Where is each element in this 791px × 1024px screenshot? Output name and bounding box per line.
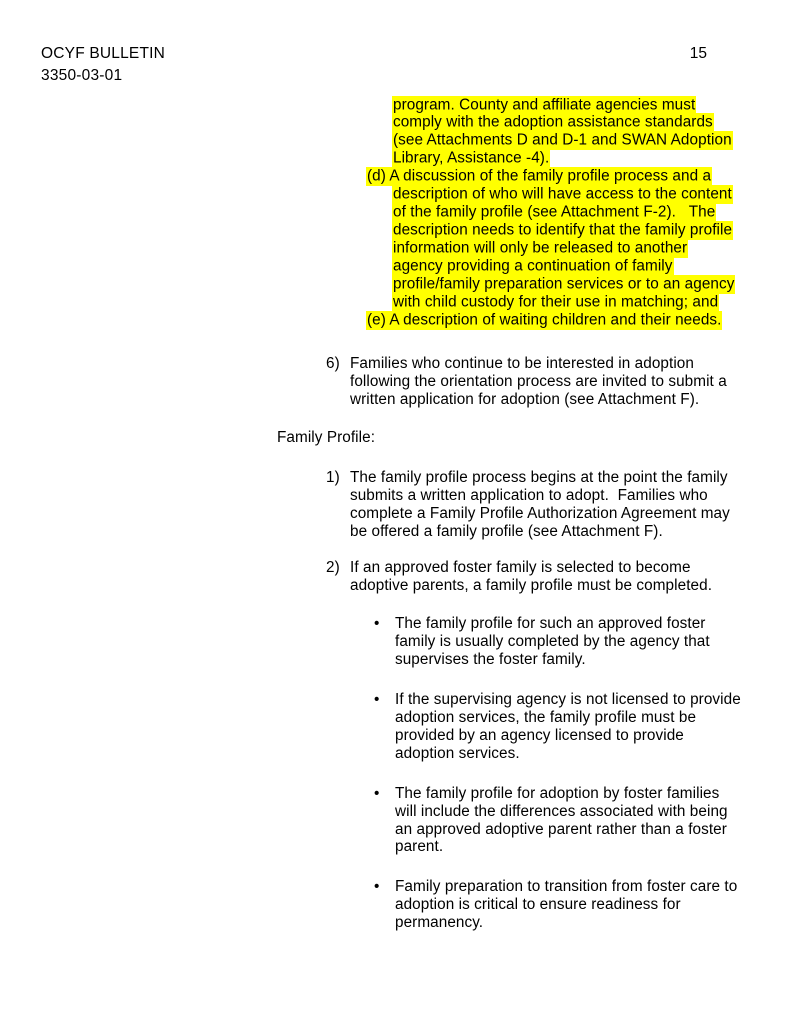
text-line: an approved adoptive parent rather than a foster bbox=[395, 820, 727, 838]
spacer bbox=[0, 541, 791, 559]
bullet-text bbox=[395, 785, 747, 857]
text-line: The family profile process begins at the point the family bbox=[350, 469, 728, 487]
bulletin-number: 3350-03-01 bbox=[41, 67, 123, 84]
highlighted-line: Library, Assistance -4). bbox=[393, 149, 550, 167]
text-line: be offered a family profile (see Attachment F). bbox=[350, 523, 663, 541]
highlighted-line: A description of waiting children and their needs. bbox=[385, 311, 722, 329]
page-title: OCYF BULLETIN bbox=[41, 45, 166, 62]
highlighted-line: agency providing a continuation of family bbox=[393, 257, 673, 275]
highlighted-item-e bbox=[0, 311, 791, 329]
text-line: The family profile for such an approved foster bbox=[395, 614, 706, 632]
text-line: family is usually completed by the agency that bbox=[395, 632, 710, 650]
text-line: adoption services, the family profile must be bbox=[395, 708, 697, 726]
highlighted-line: information will only be released to another bbox=[393, 239, 688, 257]
bullet-list-item bbox=[0, 615, 791, 669]
text-line: Family preparation to transition from foster care to bbox=[395, 878, 738, 896]
highlighted-continuation-paragraph bbox=[0, 96, 791, 168]
text-line: adoptive parents, a family profile must be completed. bbox=[350, 576, 713, 594]
spacer bbox=[0, 763, 791, 785]
bullet-list-item bbox=[0, 691, 791, 763]
bullet-icon: • bbox=[374, 878, 380, 896]
text-line: If the supervising agency is not licensed to provide bbox=[395, 690, 741, 708]
bullet-list-item bbox=[0, 878, 791, 932]
spacer bbox=[0, 409, 791, 429]
highlighted-item-d bbox=[0, 168, 791, 312]
spacer bbox=[0, 447, 791, 469]
list-item-text bbox=[350, 559, 742, 595]
list-marker: 2) bbox=[326, 559, 340, 577]
header-identification bbox=[41, 43, 165, 87]
page-header bbox=[41, 43, 750, 89]
text-line: provided by an agency licensed to provide bbox=[395, 726, 684, 744]
spacer bbox=[0, 329, 791, 355]
bullet-text bbox=[395, 878, 747, 932]
bullet-icon: • bbox=[374, 784, 380, 802]
text-line: submits a written application to adopt. Families who bbox=[350, 487, 708, 505]
highlighted-line: A discussion of the family profile process and a bbox=[385, 167, 712, 185]
spacer bbox=[0, 595, 791, 615]
text-line: adoption services. bbox=[395, 744, 520, 762]
text-line: If an approved foster family is selected to become bbox=[350, 559, 691, 577]
highlighted-line: profile/family preparation services or to an agency bbox=[393, 275, 735, 293]
list-marker: 6) bbox=[326, 355, 340, 373]
highlighted-line: of the family profile (see Attachment F-2). The bbox=[393, 203, 716, 221]
bullet-icon: • bbox=[374, 614, 380, 632]
highlighted-line: with child custody for their use in matching; and bbox=[393, 293, 719, 311]
text-line: permanency. bbox=[395, 914, 484, 932]
text-line: adoption is critical to ensure readiness for bbox=[395, 896, 681, 914]
text-line: following the orientation process are invited to submit a bbox=[350, 373, 727, 391]
list-item-2 bbox=[0, 559, 791, 595]
highlighted-line: (see Attachments D and D-1 and SWAN Adoption bbox=[393, 131, 732, 149]
list-item-text bbox=[350, 355, 742, 409]
bullet-icon: • bbox=[374, 690, 380, 708]
bullet-text bbox=[395, 691, 747, 763]
spacer bbox=[0, 669, 791, 691]
text-line: will include the differences associated with being bbox=[395, 802, 728, 820]
section-heading-family-profile: Family Profile: bbox=[277, 429, 376, 447]
spacer bbox=[0, 856, 791, 878]
highlighted-line: description needs to identify that the family profile bbox=[393, 221, 733, 239]
document-body bbox=[0, 96, 791, 932]
list-marker: 1) bbox=[326, 469, 340, 487]
list-item-1 bbox=[0, 469, 791, 541]
text-line: written application for adoption (see Attachment F). bbox=[350, 391, 700, 409]
highlighted-line: comply with the adoption assistance standards bbox=[393, 113, 713, 131]
text-line: complete a Family Profile Authorization Agreement may bbox=[350, 505, 730, 523]
highlighted-line: description of who will have access to the content bbox=[393, 185, 732, 203]
item-e-label: (e) bbox=[367, 311, 386, 329]
list-item-6 bbox=[0, 355, 791, 409]
text-line: parent. bbox=[395, 838, 444, 856]
list-item-text bbox=[350, 469, 742, 541]
bullet-text bbox=[395, 615, 747, 669]
text-line: supervises the foster family. bbox=[395, 650, 586, 668]
bullet-list-item bbox=[0, 785, 791, 857]
text-line: Families who continue to be interested in adoption bbox=[350, 355, 694, 373]
item-d-label: (d) bbox=[367, 167, 386, 185]
text-line: The family profile for adoption by foster families bbox=[395, 784, 720, 802]
page-number: 15 bbox=[689, 45, 707, 62]
highlighted-line: program. County and affiliate agencies must bbox=[393, 96, 696, 113]
